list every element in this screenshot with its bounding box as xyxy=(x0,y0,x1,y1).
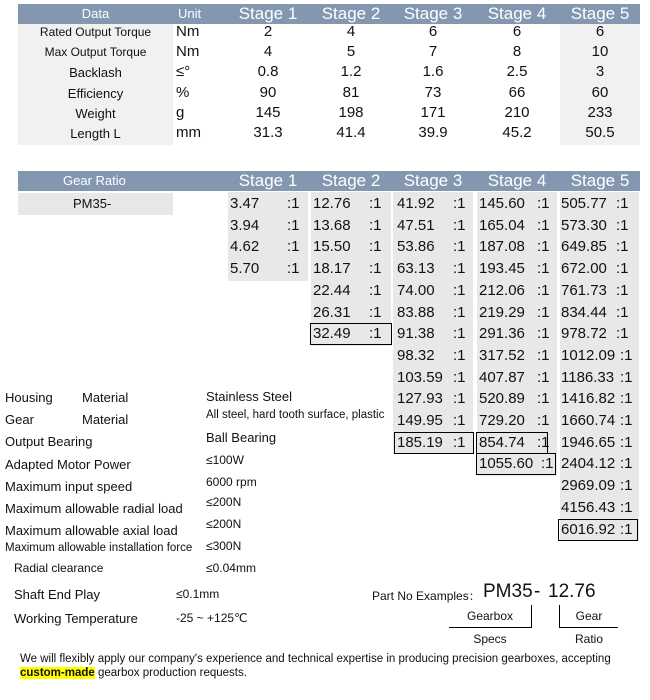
row-6-stage-1: 31.3 xyxy=(253,124,283,141)
ratio-value: 672.00 xyxy=(561,260,607,278)
ratio-stage3-row5 xyxy=(397,281,473,301)
ratio-suffix: :1 xyxy=(537,281,550,299)
ratio-suffix: :1 xyxy=(620,412,633,429)
ratio-stage3-row1 xyxy=(397,194,473,214)
ratio-value: 4156.43 xyxy=(561,498,616,516)
ratio-stage5-row10 xyxy=(561,389,636,409)
ratio-value: 1946.65 xyxy=(561,433,616,451)
ratio-value: 1012.09 xyxy=(561,346,616,364)
ratio-value: 47.51 xyxy=(397,216,435,234)
row-label-5: Weight xyxy=(75,106,116,121)
ratio-stage5-row15 xyxy=(561,498,636,518)
gear-sub: Material xyxy=(82,412,129,427)
header-stage-3: Stage 3 xyxy=(403,4,463,23)
ratio-header-stage-1: Stage 1 xyxy=(238,171,298,190)
ratio-stage3-row8 xyxy=(397,346,473,366)
ratio-stage2-row3 xyxy=(313,237,389,257)
ratio-stage4-row4 xyxy=(479,259,555,279)
row-5-stage-1: 145 xyxy=(255,104,281,121)
ratio-stage1-row3 xyxy=(230,237,306,257)
axial-load-value: ≤200N xyxy=(206,517,242,531)
ratio-value: 13.68 xyxy=(313,216,351,234)
ratio-stage3-row11 xyxy=(397,411,473,431)
ratio-stage1-row4 xyxy=(230,259,306,279)
row-3-stage-1: 0.8 xyxy=(257,63,279,80)
footer-note xyxy=(20,652,640,680)
ratio-value: 63.13 xyxy=(397,260,435,278)
header-stage-1: Stage 1 xyxy=(238,4,298,23)
header-stage-4: Stage 4 xyxy=(487,4,547,23)
row-label-3: Backlash xyxy=(69,65,122,80)
ratio-suffix: :1 xyxy=(620,433,633,451)
ratio-suffix: :1 xyxy=(537,238,550,256)
ratio-suffix: :1 xyxy=(620,346,633,364)
footer-text-after: gearbox production requests. xyxy=(94,667,247,679)
ratio-stage5-row2 xyxy=(561,216,636,236)
ratio-suffix: :1 xyxy=(453,260,466,278)
ratio-suffix: :1 xyxy=(453,216,466,234)
ratio-stage2-row4 xyxy=(313,259,389,279)
ratio-suffix: :1 xyxy=(537,216,550,234)
ratio-suffix: :1 xyxy=(369,195,382,212)
header-stage-5: Stage 5 xyxy=(570,4,630,23)
ratio-caption: Gear Ratio xyxy=(574,609,603,646)
row-4-stage-3: 73 xyxy=(424,84,442,101)
radial-load-label: Maximum allowable radial load xyxy=(5,501,183,516)
header-stage-2: Stage 2 xyxy=(321,4,381,23)
ratio-value: 12.76 xyxy=(313,195,351,212)
ratio-stage5-row8 xyxy=(561,346,636,366)
ratio-value: 212.06 xyxy=(479,281,525,299)
part-no-dash: - xyxy=(534,581,541,602)
row-unit-6: mm xyxy=(176,124,201,141)
ratio-value: 4.62 xyxy=(230,238,260,256)
max-ratio-box-2 xyxy=(394,432,474,454)
ratio-stage2-row6 xyxy=(313,303,389,323)
ratio-suffix: :1 xyxy=(453,303,466,321)
ratio-stage4-row8 xyxy=(479,346,555,366)
ratio-suffix: :1 xyxy=(537,260,550,278)
housing-label: Housing xyxy=(5,390,53,405)
ratio-value: 2969.09 xyxy=(561,477,616,495)
ratio-stage5-row3 xyxy=(561,237,636,257)
temperature-label: Working Temperature xyxy=(14,611,138,626)
gear-value: All steel, hard tooth surface, plastic xyxy=(206,409,385,421)
row-4-stage-1: 90 xyxy=(259,84,277,101)
bearing-label: Output Bearing xyxy=(5,434,93,449)
row-6-stage-4: 45.2 xyxy=(502,124,532,141)
ratio-stage2-row5 xyxy=(313,281,389,301)
ratio-stage5-row11 xyxy=(561,411,636,431)
ratio-header-stage-3: Stage 3 xyxy=(403,171,463,190)
ratio-header-stage-2: Stage 2 xyxy=(321,171,381,190)
ratio-suffix: :1 xyxy=(620,477,633,495)
ratio-value: 1055.60 xyxy=(479,455,534,473)
row-1-stage-2: 4 xyxy=(346,23,356,40)
ratio-suffix: :1 xyxy=(453,412,466,429)
ratio-suffix: :1 xyxy=(287,260,300,278)
input-speed-label: Maximum input speed xyxy=(5,479,133,494)
ratio-value: 505.77 xyxy=(561,195,607,212)
ratio-value: 145.60 xyxy=(479,195,525,212)
row-label-6: Length L xyxy=(70,126,121,141)
ratio-value: 53.86 xyxy=(397,238,435,256)
row-2-stage-3: 7 xyxy=(428,43,438,60)
ratio-stage4-row9 xyxy=(479,368,555,388)
ratio-stage4-row7 xyxy=(479,324,555,344)
ratio-value: 15.50 xyxy=(313,238,351,256)
ratio-value: 407.87 xyxy=(479,368,525,386)
ratio-suffix: :1 xyxy=(616,325,629,343)
part-no-ratio: 12.76 xyxy=(548,581,596,602)
row-unit-5: g xyxy=(176,104,185,121)
ratio-value: 978.72 xyxy=(561,325,607,343)
max-ratio-box-3 xyxy=(476,432,548,454)
model-cell: PM35- xyxy=(18,193,173,215)
ratio-suffix: :1 xyxy=(453,368,466,386)
ratio-stage5-row12 xyxy=(561,433,636,453)
ratio-stage5-row14 xyxy=(561,476,636,496)
row-5-stage-3: 171 xyxy=(420,104,446,121)
ratio-value: 127.93 xyxy=(397,390,443,408)
ratio-value: 761.73 xyxy=(561,281,607,299)
housing-sub: Material xyxy=(82,390,129,405)
ratio-value: 649.85 xyxy=(561,238,607,256)
gear-label: Gear xyxy=(5,412,34,427)
max-ratio-box-4 xyxy=(476,453,556,475)
ratio-value: 149.95 xyxy=(397,412,443,429)
row-1-stage-5: 6 xyxy=(595,23,605,40)
ratio-suffix: :1 xyxy=(287,238,300,256)
ratio-suffix: :1 xyxy=(369,260,382,278)
footer-text-before: We will flexibly apply our company's experience and technical expertise in producing precision gearboxes, accepting xyxy=(20,653,611,665)
ratio-suffix: :1 xyxy=(369,325,382,343)
ratio-suffix: :1 xyxy=(537,325,550,343)
ratio-suffix: :1 xyxy=(537,390,550,408)
ratio-value: 1660.74 xyxy=(561,412,616,429)
ratio-value: 520.89 xyxy=(479,390,525,408)
ratio-value: 1416.82 xyxy=(561,390,616,408)
ratio-suffix: :1 xyxy=(616,216,629,234)
ratio-value: 5.70 xyxy=(230,260,260,278)
specs-caption: Gearbox Specs xyxy=(466,609,514,646)
max-ratio-box-1 xyxy=(310,323,392,345)
ratio-suffix: :1 xyxy=(369,216,382,234)
ratio-stage4-row10 xyxy=(479,389,555,409)
footer-highlight: custom-made xyxy=(20,667,95,679)
ratio-stage4-row3 xyxy=(479,237,555,257)
max-ratio-box-5 xyxy=(558,519,638,541)
ratio-value: 6016.92 xyxy=(561,520,616,538)
bearing-value: Ball Bearing xyxy=(206,430,277,445)
ratio-suffix: :1 xyxy=(287,195,300,212)
ratio-suffix: :1 xyxy=(620,390,633,408)
row-3-stage-3: 1.6 xyxy=(422,63,444,80)
ratio-value: 317.52 xyxy=(479,346,525,364)
ratio-value: 41.92 xyxy=(397,195,435,212)
ratio-value: 2404.12 xyxy=(561,455,616,473)
motor-label: Adapted Motor Power xyxy=(5,457,131,472)
shaft-play-label: Shaft End Play xyxy=(14,587,100,602)
row-unit-3: ≤° xyxy=(176,63,191,80)
ratio-value: 32.49 xyxy=(313,325,351,343)
part-no-model: PM35 xyxy=(483,581,533,602)
header-data: Data xyxy=(81,6,110,21)
ratio-value: 3.47 xyxy=(230,195,260,212)
ratio-stage4-row6 xyxy=(479,303,555,323)
row-4-stage-5: 60 xyxy=(591,84,609,101)
radial-clearance-value: ≤0.04mm xyxy=(206,561,256,575)
ratio-stage5-row5 xyxy=(561,281,636,301)
ratio-value: 74.00 xyxy=(397,281,435,299)
row-unit-2: Nm xyxy=(176,43,200,60)
ratio-value: 187.08 xyxy=(479,238,525,256)
radial-load-value: ≤200N xyxy=(206,495,242,509)
row-4-stage-2: 81 xyxy=(342,84,360,101)
row-unit-1: Nm xyxy=(176,23,200,40)
ratio-suffix: :1 xyxy=(369,303,382,321)
row-2-stage-1: 4 xyxy=(263,43,273,60)
ratio-stage4-row1 xyxy=(479,194,555,214)
row-label-4: Efficiency xyxy=(67,86,124,101)
row-3-stage-5: 3 xyxy=(595,63,605,80)
ratio-suffix: :1 xyxy=(537,303,550,321)
ratio-value: 185.19 xyxy=(397,433,443,451)
ratio-value: 573.30 xyxy=(561,216,607,234)
ratio-suffix: :1 xyxy=(369,281,382,299)
ratio-suffix: :1 xyxy=(616,195,629,212)
ratio-stage5-row9 xyxy=(561,368,636,388)
row-6-stage-5: 50.5 xyxy=(585,124,615,141)
ratio-value: 1186.33 xyxy=(561,368,615,386)
ratio-stage5-row13 xyxy=(561,454,636,474)
row-1-stage-3: 6 xyxy=(428,23,438,40)
row-1-stage-1: 2 xyxy=(263,23,273,40)
ratio-suffix: :1 xyxy=(616,281,629,299)
row-3-stage-4: 2.5 xyxy=(506,63,528,80)
ratio-suffix: :1 xyxy=(620,455,633,473)
ratio-stage3-row10 xyxy=(397,389,473,409)
row-2-stage-4: 8 xyxy=(512,43,522,60)
ratio-stage4-row5 xyxy=(479,281,555,301)
ratio-value: 193.45 xyxy=(479,260,525,278)
ratio-stage3-row6 xyxy=(397,303,473,323)
row-2-stage-2: 5 xyxy=(346,43,356,60)
shaft-play-value: ≤0.1mm xyxy=(176,587,220,601)
row-label-2: Max Output Torque xyxy=(44,45,147,59)
radial-clearance-label: Radial clearance xyxy=(14,561,104,575)
ratio-suffix: :1 xyxy=(620,368,633,386)
row-1-stage-4: 6 xyxy=(512,23,522,40)
row-unit-4: % xyxy=(176,84,190,101)
ratio-value: 22.44 xyxy=(313,281,351,299)
ratio-value: 98.32 xyxy=(397,346,435,364)
ratio-stage3-row7 xyxy=(397,324,473,344)
ratio-value: 219.29 xyxy=(479,303,525,321)
row-4-stage-4: 66 xyxy=(508,84,526,101)
ratio-stage2-row1 xyxy=(313,194,389,214)
row-6-stage-3: 39.9 xyxy=(418,124,448,141)
ratio-suffix: :1 xyxy=(616,238,629,256)
ratio-suffix: :1 xyxy=(453,433,466,451)
install-force-value: ≤300N xyxy=(206,539,242,553)
ratio-value: 18.17 xyxy=(313,260,351,278)
row-label-1: Rated Output Torque xyxy=(39,25,152,39)
ratio-value: 83.88 xyxy=(397,303,435,321)
axial-load-label: Maximum allowable axial load xyxy=(5,523,178,538)
ratio-header-stage-4: Stage 4 xyxy=(487,171,547,190)
ratio-suffix: :1 xyxy=(453,346,466,364)
motor-value: ≤100W xyxy=(206,453,244,467)
row-5-stage-2: 198 xyxy=(338,104,364,121)
ratio-value: 3.94 xyxy=(230,216,260,234)
ratio-suffix: :1 xyxy=(453,195,466,212)
gear-ratio-title: Gear Ratio xyxy=(63,173,126,188)
row-6-stage-2: 41.4 xyxy=(336,124,366,141)
ratio-stage3-row2 xyxy=(397,216,473,236)
ratio-suffix: :1 xyxy=(537,195,550,212)
ratio-stage3-row4 xyxy=(397,259,473,279)
housing-value: Stainless Steel xyxy=(206,389,292,404)
ratio-stage1-row1 xyxy=(230,194,306,214)
ratio-stage1-row2 xyxy=(230,216,306,236)
row-2-stage-5: 10 xyxy=(591,43,609,60)
ratio-value: 103.59 xyxy=(397,368,443,386)
ratio-suffix: :1 xyxy=(537,433,550,451)
ratio-value: 91.38 xyxy=(397,325,435,343)
ratio-stage2-row2 xyxy=(313,216,389,236)
ratio-suffix: :1 xyxy=(537,346,550,364)
ratio-stage5-row7 xyxy=(561,324,636,344)
ratio-suffix: :1 xyxy=(537,368,550,386)
ratio-suffix: :1 xyxy=(453,281,466,299)
ratio-value: 26.31 xyxy=(313,303,351,321)
part-no-label: Part No Examples： xyxy=(372,589,481,603)
ratio-value: 165.04 xyxy=(479,216,525,234)
ratio-value: 854.74 xyxy=(479,433,525,451)
ratio-stage5-row1 xyxy=(561,194,636,214)
ratio-stage4-row11 xyxy=(479,411,555,431)
ratio-value: 291.36 xyxy=(479,325,525,343)
specs-caption-box xyxy=(449,605,532,646)
ratio-stage3-row3 xyxy=(397,237,473,257)
install-force-label: Maximum allowable installation force xyxy=(5,542,193,554)
ratio-stage3-row9 xyxy=(397,368,473,388)
ratio-stage4-row2 xyxy=(479,216,555,236)
temperature-value: -25 ~ +125℃ xyxy=(176,611,248,625)
header-unit: Unit xyxy=(178,6,202,21)
ratio-value: 729.20 xyxy=(479,412,525,429)
ratio-header-stage-5: Stage 5 xyxy=(570,171,630,190)
row-5-stage-5: 233 xyxy=(587,104,613,121)
ratio-suffix: :1 xyxy=(620,498,633,516)
row-5-stage-4: 210 xyxy=(504,104,530,121)
ratio-suffix: :1 xyxy=(453,238,466,256)
ratio-suffix: :1 xyxy=(369,238,382,256)
input-speed-value: 6000 rpm xyxy=(206,475,257,489)
ratio-value: 834.44 xyxy=(561,303,607,321)
row-3-stage-2: 1.2 xyxy=(340,63,362,80)
ratio-suffix: :1 xyxy=(620,520,633,538)
ratio-caption-box xyxy=(559,605,618,646)
ratio-suffix: :1 xyxy=(616,303,629,321)
ratio-suffix: :1 xyxy=(616,260,629,278)
ratio-suffix: :1 xyxy=(541,455,554,473)
ratio-suffix: :1 xyxy=(453,325,466,343)
ratio-suffix: :1 xyxy=(537,412,550,429)
ratio-stage5-row6 xyxy=(561,303,636,323)
ratio-stage5-row4 xyxy=(561,259,636,279)
ratio-suffix: :1 xyxy=(287,216,300,234)
ratio-suffix: :1 xyxy=(453,390,466,408)
